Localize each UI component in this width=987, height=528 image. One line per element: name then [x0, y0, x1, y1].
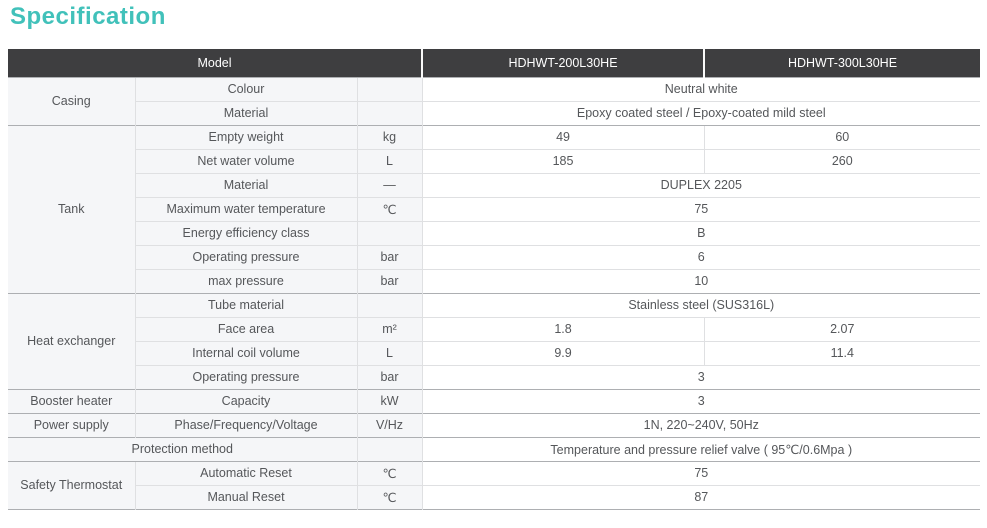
unit-cell: ℃: [357, 461, 422, 485]
model-300-header-cell: HDHWT-300L30HE: [704, 49, 980, 77]
unit-cell: L: [357, 341, 422, 365]
table-row: [8, 221, 980, 245]
value-cell: 1.8: [422, 317, 704, 341]
value-cell: Epoxy coated steel / Epoxy-coated mild steel: [422, 101, 980, 125]
table-row: [8, 341, 980, 365]
unit-cell: [357, 293, 422, 317]
model-header-cell: Model: [8, 49, 422, 77]
table-header-row: [8, 49, 980, 77]
table-row: [8, 197, 980, 221]
value-cell: B: [422, 221, 980, 245]
unit-cell: V/Hz: [357, 413, 422, 437]
value-cell: 3: [422, 365, 980, 389]
parameter-cell: Operating pressure: [135, 365, 357, 389]
parameter-cell: Operating pressure: [135, 245, 357, 269]
table-row: [8, 461, 980, 485]
value-cell: Neutral white: [422, 77, 980, 101]
unit-cell: ℃: [357, 485, 422, 509]
unit-cell: bar: [357, 245, 422, 269]
parameter-cell: Colour: [135, 77, 357, 101]
parameter-cell: Maximum water temperature: [135, 197, 357, 221]
parameter-cell: Energy efficiency class: [135, 221, 357, 245]
parameter-cell: Automatic Reset: [135, 461, 357, 485]
specification-table: [8, 49, 980, 510]
value-cell: 10: [422, 269, 980, 293]
table-row: [8, 149, 980, 173]
value-cell: 2.07: [704, 317, 980, 341]
value-cell: 75: [422, 461, 980, 485]
unit-cell: —: [357, 173, 422, 197]
category-cell: Casing: [8, 77, 135, 125]
parameter-cell: Material: [135, 101, 357, 125]
table-row: [8, 293, 980, 317]
category-cell: Power supply: [8, 413, 135, 437]
value-cell: Temperature and pressure relief valve ( 95℃/0.6Mpa ): [422, 437, 980, 461]
value-cell: DUPLEX 2205: [422, 173, 980, 197]
unit-cell: L: [357, 149, 422, 173]
value-cell: 75: [422, 197, 980, 221]
parameter-cell: Manual Reset: [135, 485, 357, 509]
value-cell: 6: [422, 245, 980, 269]
unit-cell: kW: [357, 389, 422, 413]
model-200-header-cell: HDHWT-200L30HE: [422, 49, 704, 77]
value-cell: 185: [422, 149, 704, 173]
table-row: [8, 413, 980, 437]
unit-cell: [357, 437, 422, 461]
value-cell: Stainless steel (SUS316L): [422, 293, 980, 317]
page-title: Specification: [10, 3, 166, 30]
category-cell: Booster heater: [8, 389, 135, 413]
parameter-cell: Phase/Frequency/Voltage: [135, 413, 357, 437]
unit-cell: ℃: [357, 197, 422, 221]
parameter-cell: max pressure: [135, 269, 357, 293]
unit-cell: bar: [357, 365, 422, 389]
unit-cell: kg: [357, 125, 422, 149]
spec-table-body: [8, 77, 980, 509]
unit-cell: [357, 101, 422, 125]
value-cell: 1N, 220~240V, 50Hz: [422, 413, 980, 437]
table-row: [8, 365, 980, 389]
parameter-cell: Capacity: [135, 389, 357, 413]
value-cell: 11.4: [704, 341, 980, 365]
value-cell: 3: [422, 389, 980, 413]
parameter-cell: Tube material: [135, 293, 357, 317]
table-row: [8, 485, 980, 509]
parameter-cell: Face area: [135, 317, 357, 341]
table-row: [8, 389, 980, 413]
unit-cell: m²: [357, 317, 422, 341]
unit-cell: [357, 77, 422, 101]
table-row: [8, 125, 980, 149]
value-cell: 260: [704, 149, 980, 173]
value-cell: 87: [422, 485, 980, 509]
category-cell: Safety Thermostat: [8, 461, 135, 509]
table-row: [8, 317, 980, 341]
category-cell: Heat exchanger: [8, 293, 135, 389]
category-cell: Tank: [8, 125, 135, 293]
value-cell: 49: [422, 125, 704, 149]
parameter-cell: Net water volume: [135, 149, 357, 173]
parameter-cell: Empty weight: [135, 125, 357, 149]
value-cell: 60: [704, 125, 980, 149]
unit-cell: [357, 221, 422, 245]
category-cell: Protection method: [8, 437, 357, 461]
table-row: [8, 77, 980, 101]
table-row: [8, 173, 980, 197]
table-row: [8, 269, 980, 293]
table-row: [8, 437, 980, 461]
table-row: [8, 245, 980, 269]
value-cell: 9.9: [422, 341, 704, 365]
unit-cell: bar: [357, 269, 422, 293]
parameter-cell: Internal coil volume: [135, 341, 357, 365]
parameter-cell: Material: [135, 173, 357, 197]
table-row: [8, 101, 980, 125]
